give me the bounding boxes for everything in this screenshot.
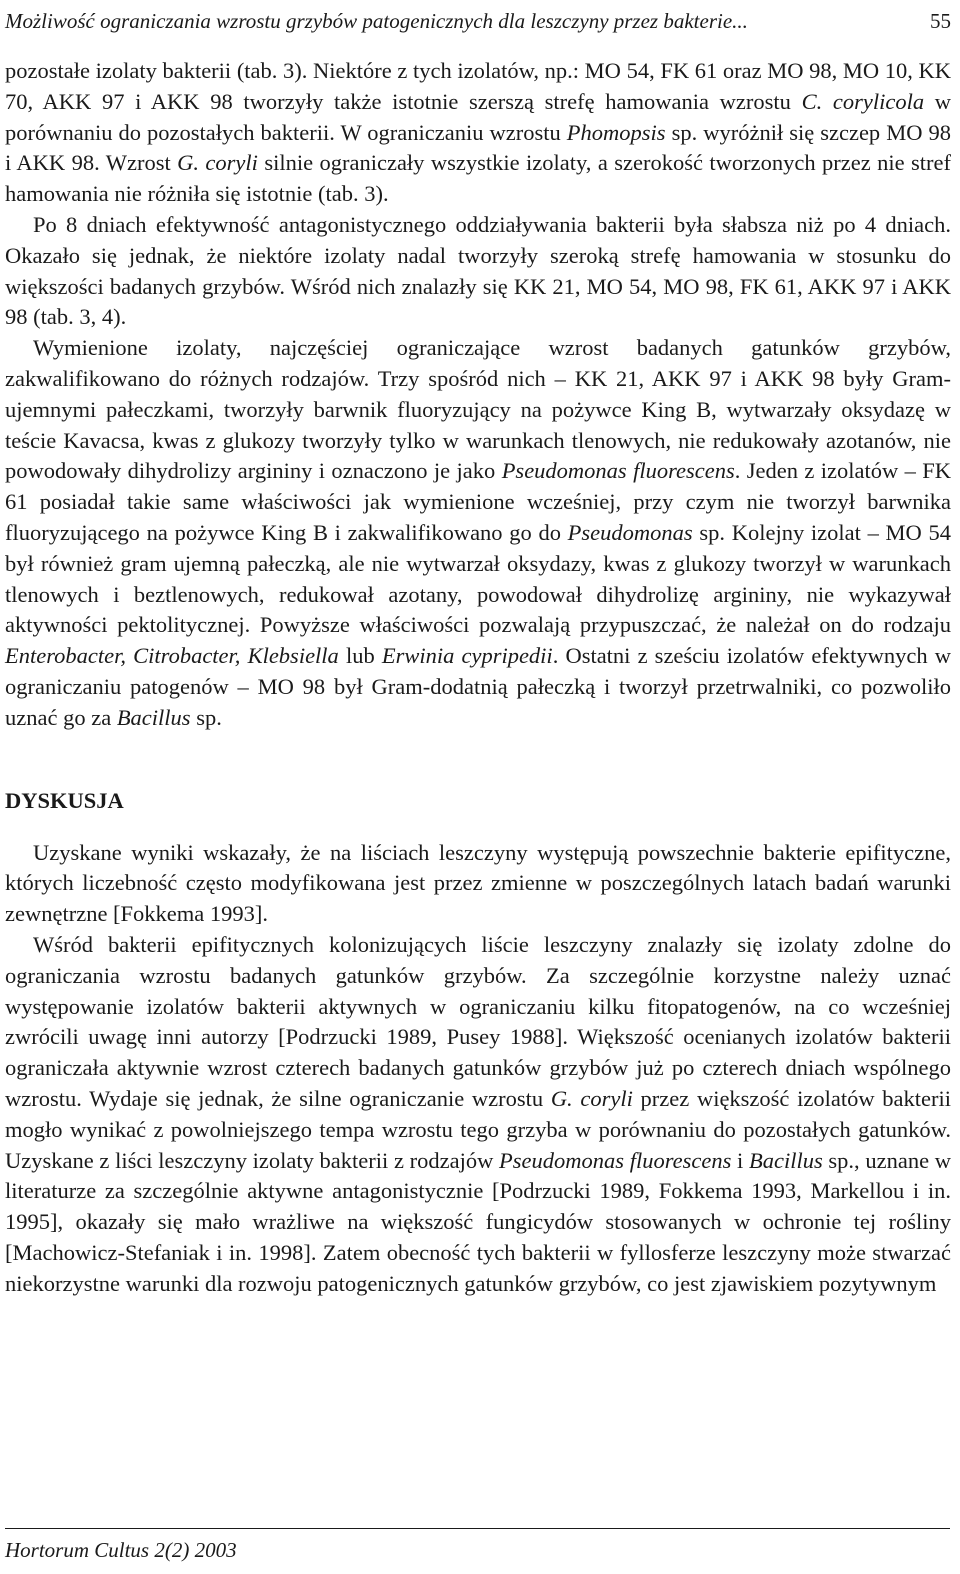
text-run: przez większość izolatów bakterii mogło wynikać z powolniejszego tempa wzrostu tego grzyba w porównaniu do pozostałych gatunków. Uzyskane z liści leszczyny izolaty bakterii z rodzajów	[5, 1085, 951, 1173]
discussion-paragraph-1	[5, 838, 951, 930]
italic-term: C. corylicola	[801, 88, 925, 114]
discussion-paragraph-2	[5, 930, 951, 1300]
journal-footer: Hortorum Cultus 2(2) 2003	[5, 1538, 237, 1562]
text-run: pozostałe izolaty bakterii (tab. 3). Niektóre z tych izolatów, np.: MO 54, FK 61 oraz MO 98, MO 10, KK 70, AKK 97 i AKK 98 tworzyły także istotnie szerszą strefę hamowania wzrostu	[5, 58, 951, 114]
section-heading-discussion: DYSKUSJA	[5, 787, 124, 813]
text-run: i	[731, 1147, 749, 1173]
italic-term: Pseudomonas	[567, 519, 693, 545]
text-run: sp., uznane w literaturze za szczególnie aktywne antagonistycznie [Podrzucki 1989, Fokkema 1993, Markellou i in. 1995], okazały się mało wrażliwe na większość fungicydów stosowanych w ochronie tej rośliny [Machowicz-Stefaniak i in. 1998]. Zatem obecność tych bakterii w fyllosferze leszczyny może stwarzać niekorzystne warunki dla rozwoju patogenicznych gatunków grzybów, co jest zjawiskiem pozytywnym	[5, 1147, 951, 1296]
page	[5, 0, 951, 1299]
italic-term: Bacillus	[116, 704, 191, 730]
italic-term: Erwinia cypripedii	[381, 643, 553, 669]
text-run: w porównaniu do pozostałych bakterii. W ograniczaniu wzrostu	[5, 88, 951, 145]
running-title: Możliwość ograniczania wzrostu grzybów patogenicznych dla leszczyny przez bakterie...	[5, 9, 748, 33]
italic-term: Pseudomonas fluorescens	[499, 1147, 732, 1173]
discussion-section	[5, 838, 951, 1300]
italic-term: G. coryli	[550, 1085, 633, 1111]
text-run: silnie ograniczały wszystkie izolaty, a szerokość tworzonych przez nie stref hamowania nie różniła się istotnie (tab. 3).	[5, 150, 951, 207]
results-section	[5, 56, 951, 734]
text-run: Wymienione izolaty, najczęściej ograniczające wzrost badanych gatunków grzybów, zakwalifikowano do różnych rodzajów. Trzy spośród nich – KK 21, AKK 97 i AKK 98 były Gram-ujemnymi pałeczkami, tworzyły barwnik fluoryzujący na pożywce King B, wytwarzały oksydazę w teście Kavacsa, kwas z glukozy tworzyły tylko w warunkach tlenowych, nie redukowały azotanów, nie powodowały dihydrolizy argininy i oznaczono je jako	[5, 335, 951, 484]
results-paragraph-1	[5, 56, 951, 210]
text-run: . Ostatni z sześciu izolatów efektywnych w ograniczaniu patogenów – MO 98 był Gram-dodatnią pałeczką i tworzył przetrwalniki, co pozwoliło uznać go za	[5, 643, 951, 730]
text-run: lub	[338, 643, 382, 669]
footer-rule	[5, 1528, 950, 1529]
results-paragraph-3	[5, 333, 951, 733]
italic-term: Phomopsis	[566, 119, 666, 145]
text-run: Po 8 dniach efektywność antagonistycznego oddziaływania bakterii była słabsza niż po 4 dniach. Okazało się jednak, że niektóre izolaty nadal tworzyły szeroką strefę hamowania w stosunku do większości badanych grzybów. Wśród nich znalazły się KK 21, MO 54, MO 98, FK 61, AKK 97 i AKK 98 (tab. 3, 4).	[5, 211, 951, 330]
text-run: sp.	[190, 704, 222, 730]
page-number: 55	[930, 9, 951, 33]
italic-term: Pseudomonas fluorescens	[501, 458, 735, 484]
text-run: Wśród bakterii epifitycznych kolonizujących liście leszczyny znalazły się izolaty zdolne do ograniczania wzrostu badanych gatunków grzybów. Za szczególnie korzystne należy uznać występowanie izolatów bakterii aktywnych w ograniczaniu kilku fitopatogenów, na co wcześniej zwrócili uwagę inni autorzy [Podrzucki 1989, Pusey 1988]. Większość ocenianych izolatów bakterii ograniczała aktywnie wzrost czterech badanych gatunków grzybów już po czterech dniach wspólnego wzrostu. Wydaje się jednak, że silne ograniczanie wzrostu	[5, 931, 951, 1111]
italic-term: G. coryli	[177, 150, 258, 176]
text-run: Uzyskane wyniki wskazały, że na liściach leszczyny występują powszechnie bakterie epifityczne, których liczebność często modyfikowana jest przez zmienne w poszczególnych latach badań warunki zewnętrzne [Fokkema 1993].	[5, 839, 951, 927]
italic-term: Enterobacter, Citrobacter, Klebsiella	[5, 643, 339, 669]
results-paragraph-2	[5, 210, 951, 333]
text-run: sp. Kolejny izolat – MO 54 był również gram ujemną pałeczką, ale nie wytwarzał oksydazy, kwas z glukozy tworzył w warunkach tlenowych i beztlenowych, redukował azotany, powodował dihydrolizę argininy, nie wykazywał aktywności pektolitycznej. Powyższe właściwości pozwalają przypuszczać, że należał on do rodzaju	[5, 519, 951, 638]
text-run: . Jeden z izolatów – FK 61 posiadał takie same właściwości jak wymienione wcześniej, przy czym nie tworzył barwnika fluoryzującego na pożywce King B i zakwalifikowano go do	[5, 458, 951, 545]
text-run: sp. wyróżnił się szczep MO 98 i AKK 98. Wzrost	[5, 119, 951, 176]
running-head	[5, 0, 951, 34]
italic-term: Bacillus	[748, 1147, 823, 1173]
